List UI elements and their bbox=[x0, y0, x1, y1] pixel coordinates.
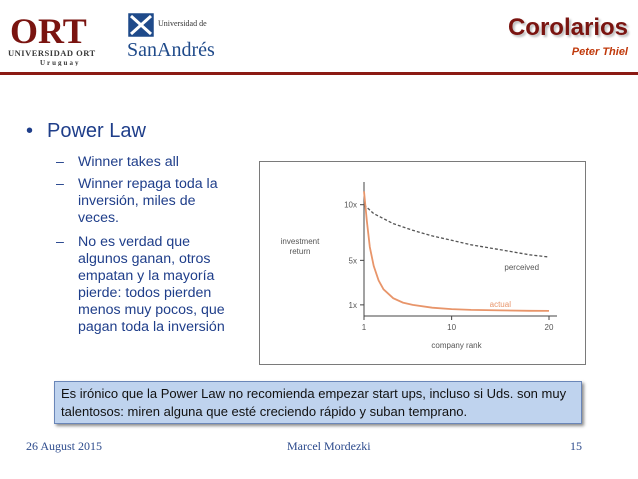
sub-bullet-dash: – bbox=[56, 176, 64, 192]
sub-bullet-text: Winner takes all bbox=[78, 154, 179, 170]
ort-logo bbox=[6, 8, 122, 66]
sub-bullet-1 bbox=[56, 154, 246, 171]
series-label-perceived: perceived bbox=[504, 263, 540, 273]
san-andres-logo bbox=[127, 12, 257, 64]
y-tick-label: 1x bbox=[348, 300, 357, 310]
y-tick-label: 10x bbox=[344, 200, 357, 210]
ort-logo-country: Uruguay bbox=[40, 59, 81, 66]
san-andres-logo-small: Universidad de bbox=[158, 19, 207, 28]
series-line-perceived bbox=[364, 205, 549, 257]
callout-box bbox=[54, 381, 582, 424]
ort-logo-name: UNIVERSIDAD ORT bbox=[8, 48, 96, 58]
x-tick-label: 1 bbox=[361, 323, 367, 332]
slide-subtitle: Peter Thiel bbox=[571, 46, 628, 58]
x-tick-label: 10 bbox=[447, 323, 457, 332]
ort-logo-mark: ORT bbox=[10, 11, 87, 51]
sub-bullet-text: No es verdad que algunos ganan, otros empatan y la mayoría pierde: todos pierden menos muy pocos, que pagan toda la inversión bbox=[78, 234, 225, 335]
sub-bullet-3 bbox=[56, 234, 234, 336]
sub-bullet-dash: – bbox=[56, 234, 64, 250]
series-line-actual bbox=[364, 191, 549, 311]
footer-date: 26 August 2015 bbox=[26, 439, 103, 453]
san-andres-shield-icon bbox=[129, 14, 153, 36]
y-axis-label: investment return bbox=[280, 237, 320, 256]
power-law-chart-svg bbox=[260, 162, 585, 364]
y-tick-label: 5x bbox=[348, 256, 357, 266]
footer-page-number: 15 bbox=[570, 439, 582, 453]
sub-bullet-2 bbox=[56, 176, 236, 227]
slide-title: Corolarios bbox=[507, 14, 628, 41]
x-axis-label: company rank bbox=[431, 341, 482, 350]
bullet-power-law bbox=[26, 120, 146, 143]
footer-author: Marcel Mordezki bbox=[287, 439, 371, 453]
power-law-chart bbox=[259, 161, 586, 365]
bullet-dot: • bbox=[26, 120, 34, 142]
sub-bullet-text: Winner repaga toda la inversión, miles de veces. bbox=[78, 176, 218, 226]
san-andres-logo-name: SanAndrés bbox=[127, 39, 215, 61]
sub-bullet-dash: – bbox=[56, 154, 64, 170]
callout-text: Es irónico que la Power Law no recomienda empezar start ups, incluso si Uds. son muy talentosos: miren alguna que esté creciendo rápido y suban temprano. bbox=[61, 386, 567, 419]
bullet-power-law-text: Power Law bbox=[47, 120, 146, 142]
x-tick-label: 20 bbox=[544, 323, 554, 332]
series-label-actual: actual bbox=[489, 299, 511, 309]
title-divider bbox=[0, 72, 638, 75]
